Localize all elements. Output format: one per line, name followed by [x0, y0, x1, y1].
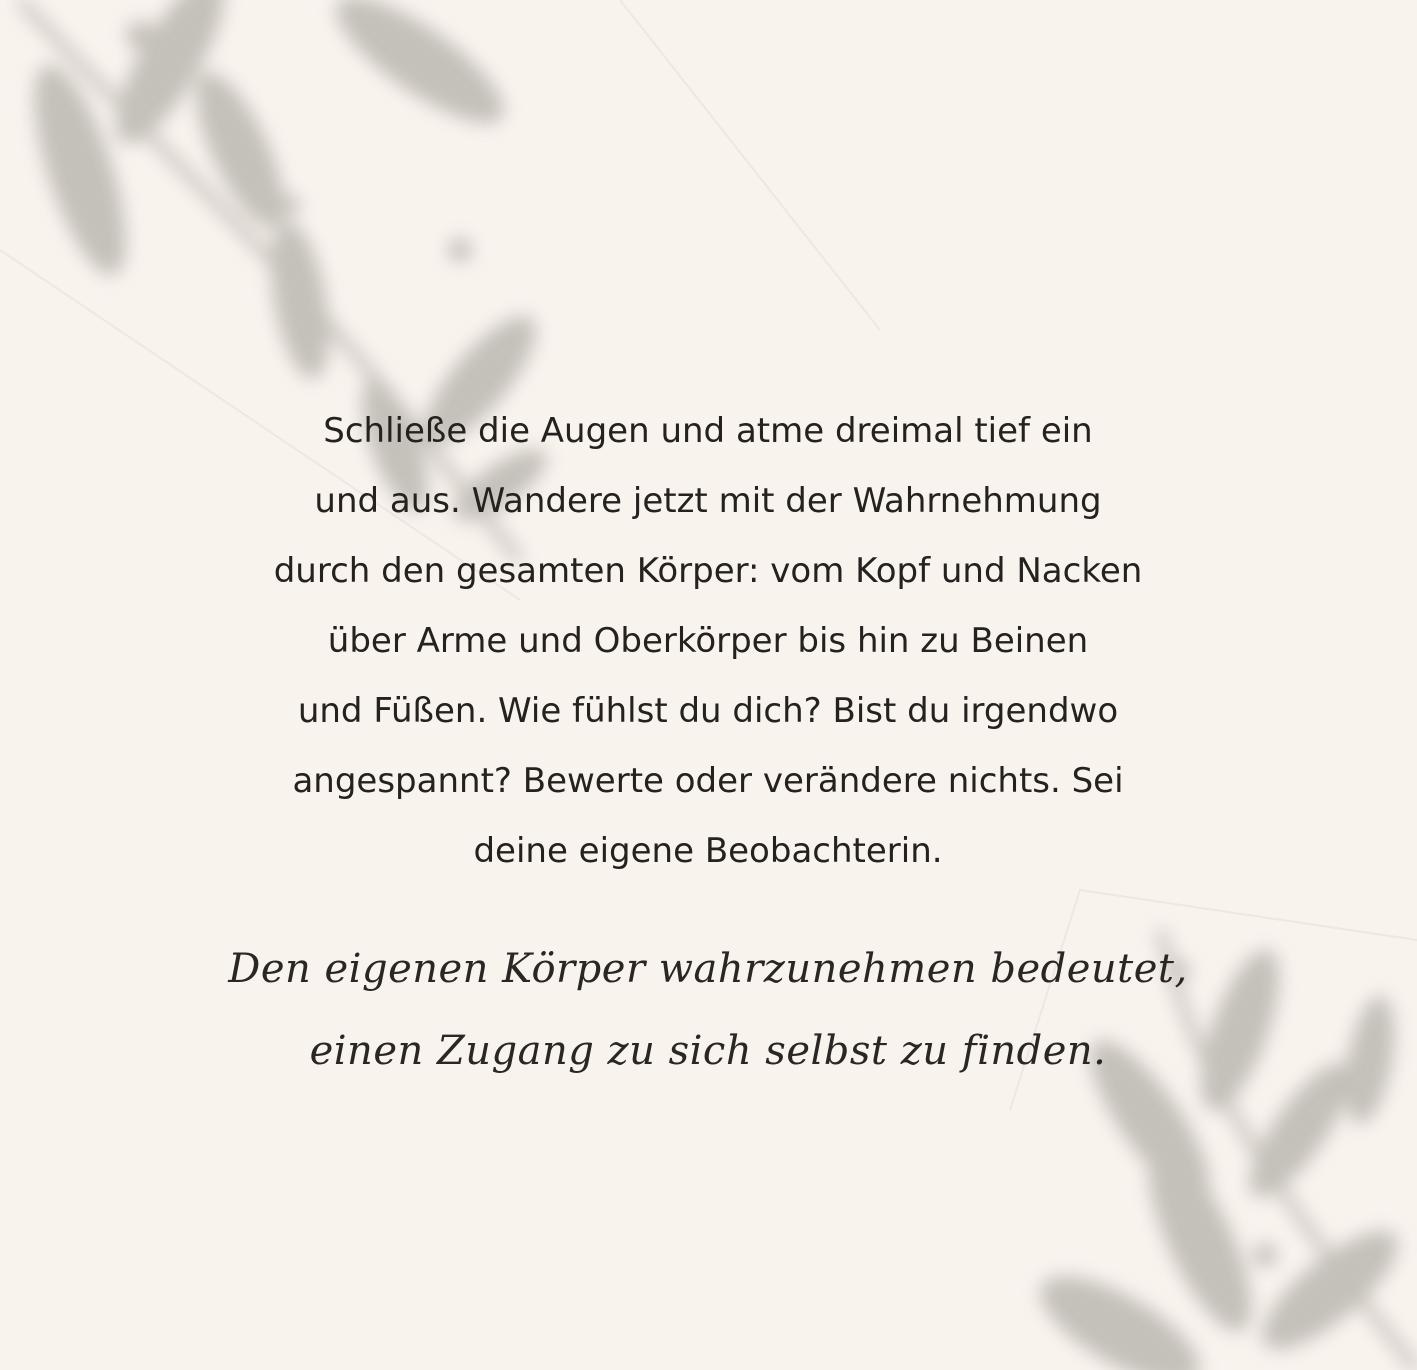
- paragraph-line: und aus. Wandere jetzt mit der Wahrnehmung: [314, 481, 1102, 521]
- paragraph-line: angespannt? Bewerte oder verändere nichts. Sei: [292, 761, 1124, 801]
- handwritten-quote: [158, 928, 1258, 1092]
- paragraph-line: Schließe die Augen und atme dreimal tief ein: [323, 411, 1093, 451]
- instruction-paragraph: [158, 396, 1258, 886]
- paragraph-line: und Füßen. Wie fühlst du dich? Bist du irgendwo: [297, 691, 1119, 731]
- quote-line: Den eigenen Körper wahrzunehmen bedeutet,: [228, 946, 1188, 992]
- quote-line: einen Zugang zu sich selbst zu finden.: [309, 1028, 1107, 1074]
- paragraph-line: durch den gesamten Körper: vom Kopf und Nacken: [273, 551, 1143, 591]
- paragraph-line: über Arme und Oberkörper bis hin zu Beinen: [327, 621, 1089, 661]
- paragraph-line: deine eigene Beobachterin.: [473, 831, 943, 871]
